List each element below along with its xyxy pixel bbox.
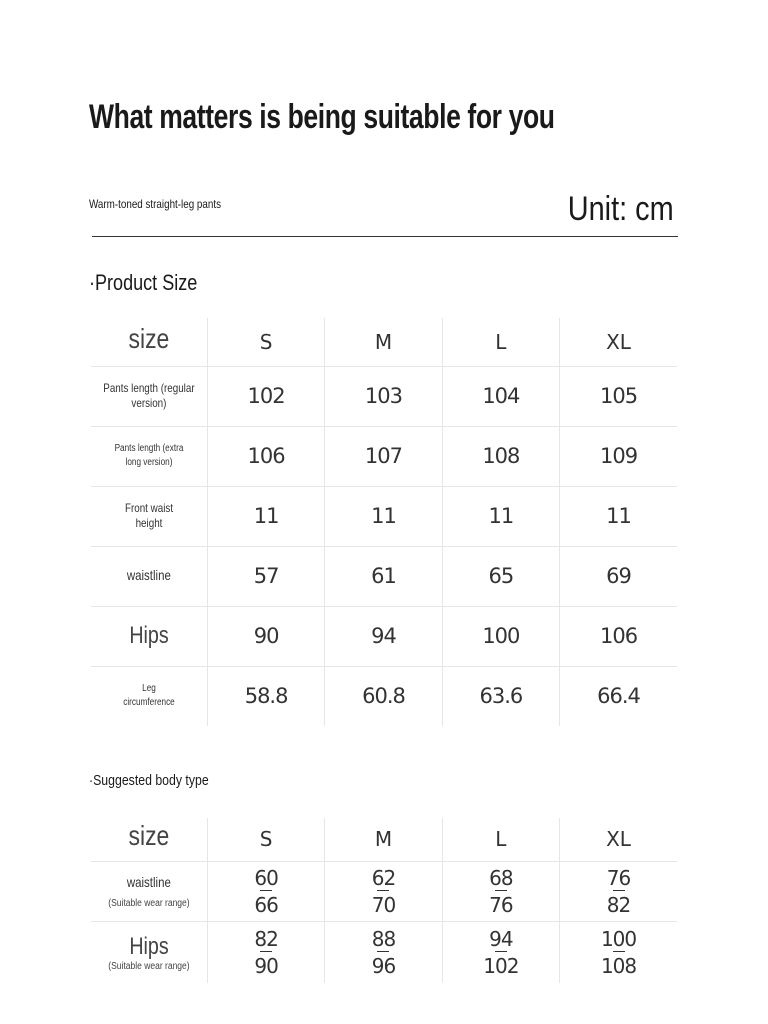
table-cell (560, 861, 677, 921)
cell-value: 102 (247, 384, 285, 408)
range-max: 82 (606, 892, 631, 917)
cell-value: 105 (599, 384, 638, 408)
body-type-title: ·Suggested body type (89, 772, 209, 789)
table-cell (207, 366, 324, 426)
row-label-cell (91, 666, 207, 726)
cell-value: 108 (482, 444, 520, 468)
table-row (91, 486, 677, 546)
table-cell (560, 606, 677, 666)
product-name: Warm-toned straight-leg pants (89, 197, 221, 211)
range-min: 100 (600, 926, 637, 951)
cell-value: 11 (488, 504, 514, 528)
table-cell (560, 426, 677, 486)
page-headline: What matters is being suitable for you (89, 98, 555, 136)
size-l-label: L (495, 329, 507, 354)
table-cell (207, 486, 324, 546)
table-cell (207, 861, 324, 921)
cell-value: 90 (253, 624, 279, 648)
row-label: Pants length (extra long version) (114, 443, 184, 468)
range-value (208, 928, 324, 977)
table-cell (442, 606, 559, 666)
range-max: 66 (254, 892, 278, 917)
cell-value: 63.6 (479, 684, 523, 709)
size-column-header (442, 818, 559, 861)
table-row (91, 861, 677, 921)
table-cell (560, 546, 677, 606)
table-cell (442, 366, 559, 426)
size-xl-label: XL (606, 827, 631, 852)
range-value (325, 928, 441, 977)
size-l-label: L (495, 827, 507, 852)
cell-value: 69 (606, 564, 631, 588)
size-m-label: M (374, 827, 393, 852)
product-size-title: ·Product Size (89, 270, 198, 295)
table-cell (207, 921, 324, 983)
cell-value: 106 (247, 444, 285, 468)
table-row (91, 921, 677, 983)
table-cell (442, 486, 559, 546)
table-cell (560, 486, 677, 546)
size-header-cell (91, 318, 207, 366)
row-label: Hips (129, 932, 169, 960)
cell-value: 66.4 (597, 684, 640, 709)
cell-value: 104 (482, 384, 520, 408)
cell-value: 11 (371, 504, 396, 528)
table-cell (560, 921, 677, 983)
size-column-header (560, 818, 677, 861)
table-cell (207, 606, 324, 666)
table-cell (207, 666, 324, 726)
row-label-cell (91, 426, 207, 486)
row-label: Pants length (regular version) (103, 380, 195, 410)
range-value (325, 867, 441, 916)
range-min: 88 (371, 926, 396, 951)
body-type-table (91, 818, 677, 983)
cell-value: 61 (371, 564, 396, 588)
table-cell (442, 861, 559, 921)
table-cell (442, 426, 559, 486)
size-header-label: size (128, 322, 170, 354)
table-cell (325, 546, 442, 606)
size-m-label: M (374, 329, 393, 354)
size-column-header (207, 818, 324, 861)
unit-label: Unit: cm (568, 190, 674, 228)
size-column-header (560, 318, 677, 366)
cell-value: 103 (364, 384, 403, 408)
table-cell (442, 666, 559, 726)
size-s-label: S (259, 827, 273, 852)
range-min: 62 (371, 865, 396, 890)
range-max: 102 (483, 953, 519, 978)
row-label-cell (91, 366, 207, 426)
row-label: Hips (129, 622, 169, 649)
range-max: 96 (371, 953, 396, 978)
range-min: 94 (489, 926, 513, 951)
size-column-header (442, 318, 559, 366)
cell-value: 109 (599, 444, 638, 468)
table-cell (325, 861, 442, 921)
table-header-row (91, 318, 677, 366)
cell-value: 106 (599, 624, 638, 648)
range-max: 70 (371, 892, 396, 917)
range-value (560, 867, 677, 916)
row-sublabel: (Suitable wear range) (108, 960, 190, 972)
table-cell (325, 486, 442, 546)
size-column-header (207, 318, 324, 366)
table-cell (560, 366, 677, 426)
row-label-cell (91, 486, 207, 546)
table-row (91, 366, 677, 426)
table-header-row (91, 818, 677, 861)
cell-value: 57 (253, 564, 279, 588)
cell-value: 100 (482, 624, 520, 648)
cell-value: 94 (371, 624, 396, 648)
table-row (91, 666, 677, 726)
product-size-table (91, 318, 677, 726)
row-label: Leg circumference (123, 683, 175, 709)
row-label: Front waist height (124, 500, 173, 530)
row-label-cell (91, 546, 207, 606)
row-label-cell (91, 606, 207, 666)
size-column-header (325, 818, 442, 861)
row-label: waistline (126, 873, 171, 890)
table-cell (325, 426, 442, 486)
row-label-cell (91, 861, 207, 921)
cell-value: 11 (606, 504, 631, 528)
table-cell (325, 606, 442, 666)
cell-value: 58.8 (244, 684, 288, 709)
range-min: 82 (254, 926, 278, 951)
range-value (208, 867, 324, 916)
row-sublabel: (Suitable wear range) (108, 897, 190, 909)
table-cell (560, 666, 677, 726)
table-cell (207, 546, 324, 606)
table-cell (207, 426, 324, 486)
row-label-cell (91, 921, 207, 983)
range-value (560, 928, 677, 977)
table-cell (442, 546, 559, 606)
size-s-label: S (259, 329, 273, 354)
range-value (443, 867, 559, 916)
table-row (91, 546, 677, 606)
size-xl-label: XL (606, 329, 631, 354)
row-label: waistline (126, 567, 171, 583)
cell-value: 65 (488, 564, 514, 588)
size-header-label: size (128, 820, 170, 852)
table-cell (325, 921, 442, 983)
range-min: 68 (489, 865, 513, 890)
size-header-cell (91, 818, 207, 861)
range-min: 76 (606, 865, 631, 890)
range-max: 76 (489, 892, 513, 917)
cell-value: 60.8 (362, 684, 405, 709)
size-column-header (325, 318, 442, 366)
cell-value: 107 (364, 444, 403, 468)
table-row (91, 426, 677, 486)
range-max: 90 (254, 953, 278, 978)
cell-value: 11 (253, 504, 279, 528)
range-min: 60 (254, 865, 278, 890)
table-cell (325, 666, 442, 726)
table-cell (325, 366, 442, 426)
table-row (91, 606, 677, 666)
table-cell (442, 921, 559, 983)
divider (92, 236, 678, 237)
range-max: 108 (600, 953, 637, 978)
range-value (443, 928, 559, 977)
